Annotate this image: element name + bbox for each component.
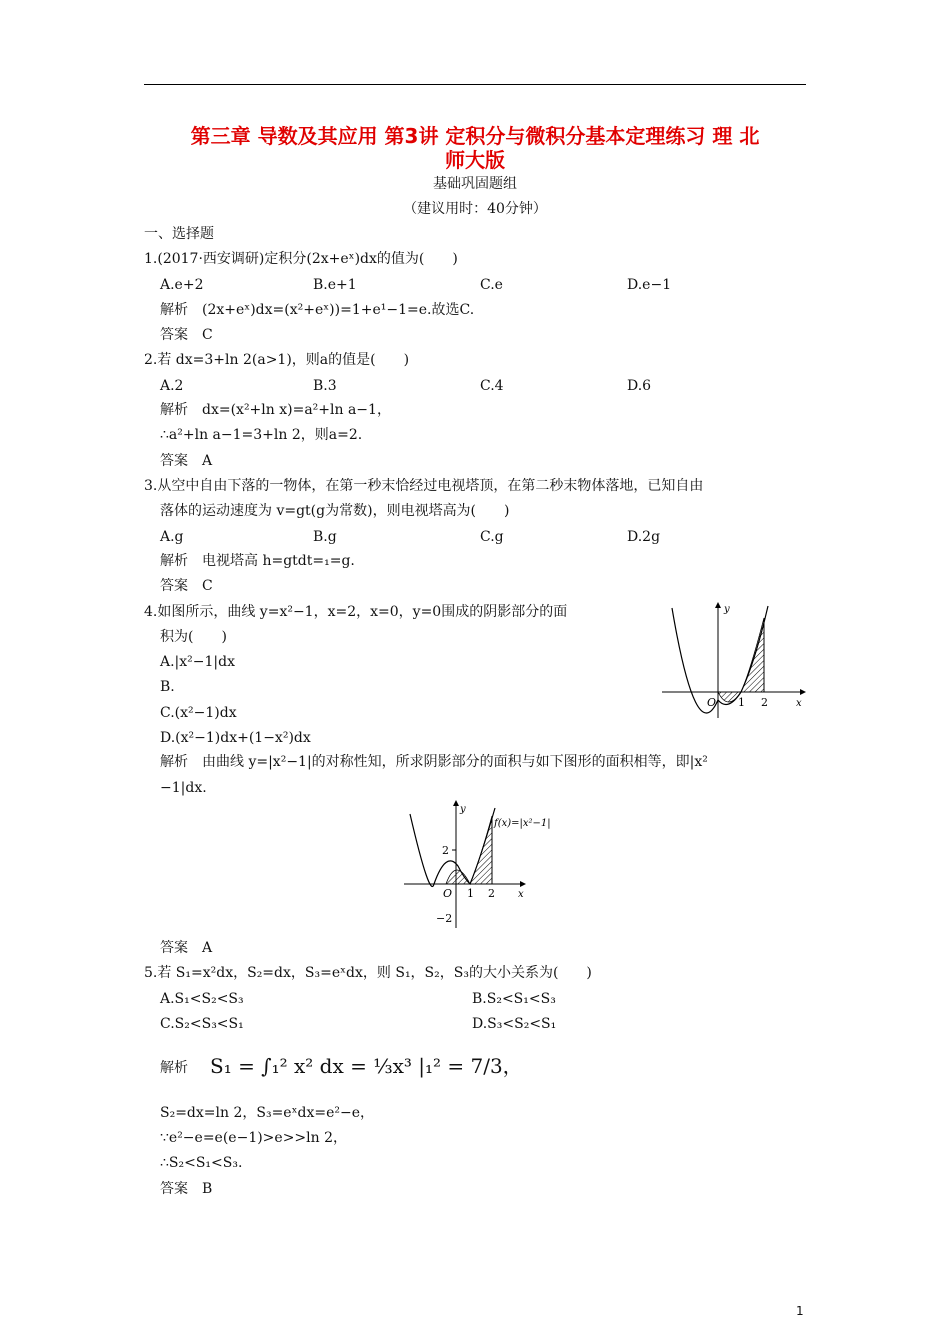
fig1-y-label: y [724,604,730,615]
parabola-curve [672,606,768,713]
x-axis-arrow [800,689,806,695]
q4-option-c: C.(x²−1)dx [160,705,237,721]
q3-answer: 答案 C [160,578,213,594]
q5-analysis-formula: S₁ = ∫₁² x² dx = ⅓x³ |₁² = 7/3， [210,1054,523,1078]
q4-option-d: D.(x²−1)dx+(1−x²)dx [160,730,311,746]
q1-option-d: D.e−1 [627,277,672,293]
q4-figure-1 [660,600,810,720]
q2-option-a: A.2 [160,378,184,394]
shaded-region-right [470,816,492,884]
x-axis-arrow [520,881,526,887]
q4-analysis-1: 解析 由曲线 y=|x²−1|的对称性知，所求阴影部分的面积与如下图形的面积相等，即|x² [160,754,708,770]
fig1-tick-1: 1 [738,696,745,709]
q3-option-b: B.g [313,529,337,545]
section-heading: 一、选择题 [144,226,214,242]
shaded-region-above [741,618,764,692]
q4-figure-2 [400,800,580,930]
q2-analysis-2: ∴a²+ln a−1=3+ln 2，则a=2. [160,427,363,443]
q2-analysis-1: 解析 dx=(x²+ln x)=a²+ln a−1， [160,402,391,418]
q2-option-c: C.4 [480,378,504,394]
header-rule [144,84,806,85]
q4-stem-2: 积为( ) [160,629,227,645]
q1-analysis: 解析 (2x+eˣ)dx=(x²+eˣ))=1+e¹−1=e.故选C. [160,302,475,318]
fig1-tick-2: 2 [761,696,768,709]
q4-option-a: A.|x²−1|dx [160,654,235,670]
q2-stem: 2.若 dx=3+ln 2(a>1)，则a的值是( ) [144,352,410,368]
fig2-tick-1: 1 [467,887,474,900]
q4-analysis-2: −1|dx. [160,780,207,796]
fig2-function-label: f(x)=|x²−1| [494,818,551,829]
fig2-y-tick-neg2: −2 [436,912,453,925]
q5-answer: 答案 B [160,1181,213,1197]
q1-answer: 答案 C [160,327,213,343]
q5-option-a: A.S₁<S₂<S₃ [160,991,244,1007]
page-title-line2: 师大版 [445,148,505,172]
q4-option-b: B. [160,679,175,695]
q3-analysis: 解析 电视塔高 h=gtdt=₁=g. [160,553,355,569]
q3-stem-1: 3.从空中自由下落的一物体，在第一秒末恰经过电视塔顶，在第二秒末物体落地，已知自由 [144,478,704,494]
q4-stem-1: 4.如图所示，曲线 y=x²−1，x=2，x=0，y=0围成的阴影部分的面 [144,604,568,620]
fig2-origin-label: O [443,887,453,900]
fig1-x-label: x [796,698,802,709]
page-title-line1: 第三章 导数及其应用 第3讲 定积分与微积分基本定理练习 理 北 [190,124,760,148]
q1-stem: 1.(2017·西安调研)定积分(2x+eˣ)dx的值为( ) [144,251,458,267]
q3-option-a: A.g [160,529,184,545]
q2-option-b: B.3 [313,378,337,394]
q5-analysis-4: ∴S₂<S₁<S₃. [160,1155,243,1171]
q5-stem: 5.若 S₁=x²dx，S₂=dx，S₃=eˣdx，则 S₁，S₂，S₃的大小关系为( ) [144,965,592,981]
q1-option-a: A.e+2 [160,277,204,293]
fig2-tick-2: 2 [488,887,495,900]
fig1-origin-label: O [707,696,717,709]
q1-option-b: B.e+1 [313,277,357,293]
y-axis-arrow [453,800,459,806]
page-number: 1 [796,1304,804,1318]
q5-option-b: B.S₂<S₁<S₃ [472,991,556,1007]
time-note: （建议用时：40分钟） [403,201,547,217]
q1-option-c: C.e [480,277,503,293]
q5-analysis-3: ∵e²−e=e(e−1)>e>>ln 2， [160,1130,348,1146]
subtitle: 基础巩固题组 [433,176,517,192]
fig2-y-label: y [460,804,466,815]
q4-answer: 答案 A [160,940,213,956]
q5-analysis-2: S₂=dx=ln 2，S₃=eˣdx=e²−e， [160,1105,375,1121]
q3-stem-2: 落体的运动速度为 v=gt(g为常数)，则电视塔高为( ) [160,503,510,519]
fig2-x-label: x [518,889,524,900]
q2-option-d: D.6 [627,378,652,394]
fig2-y-tick-2: 2 [442,844,449,857]
q5-option-d: D.S₃<S₂<S₁ [472,1016,557,1032]
q5-analysis-label: 解析 [160,1060,188,1076]
q3-option-c: C.g [480,529,504,545]
shaded-region-left [446,870,470,884]
y-axis-arrow [715,602,721,608]
q2-answer: 答案 A [160,453,213,469]
q5-option-c: C.S₂<S₃<S₁ [160,1016,244,1032]
q3-option-d: D.2g [627,529,661,545]
